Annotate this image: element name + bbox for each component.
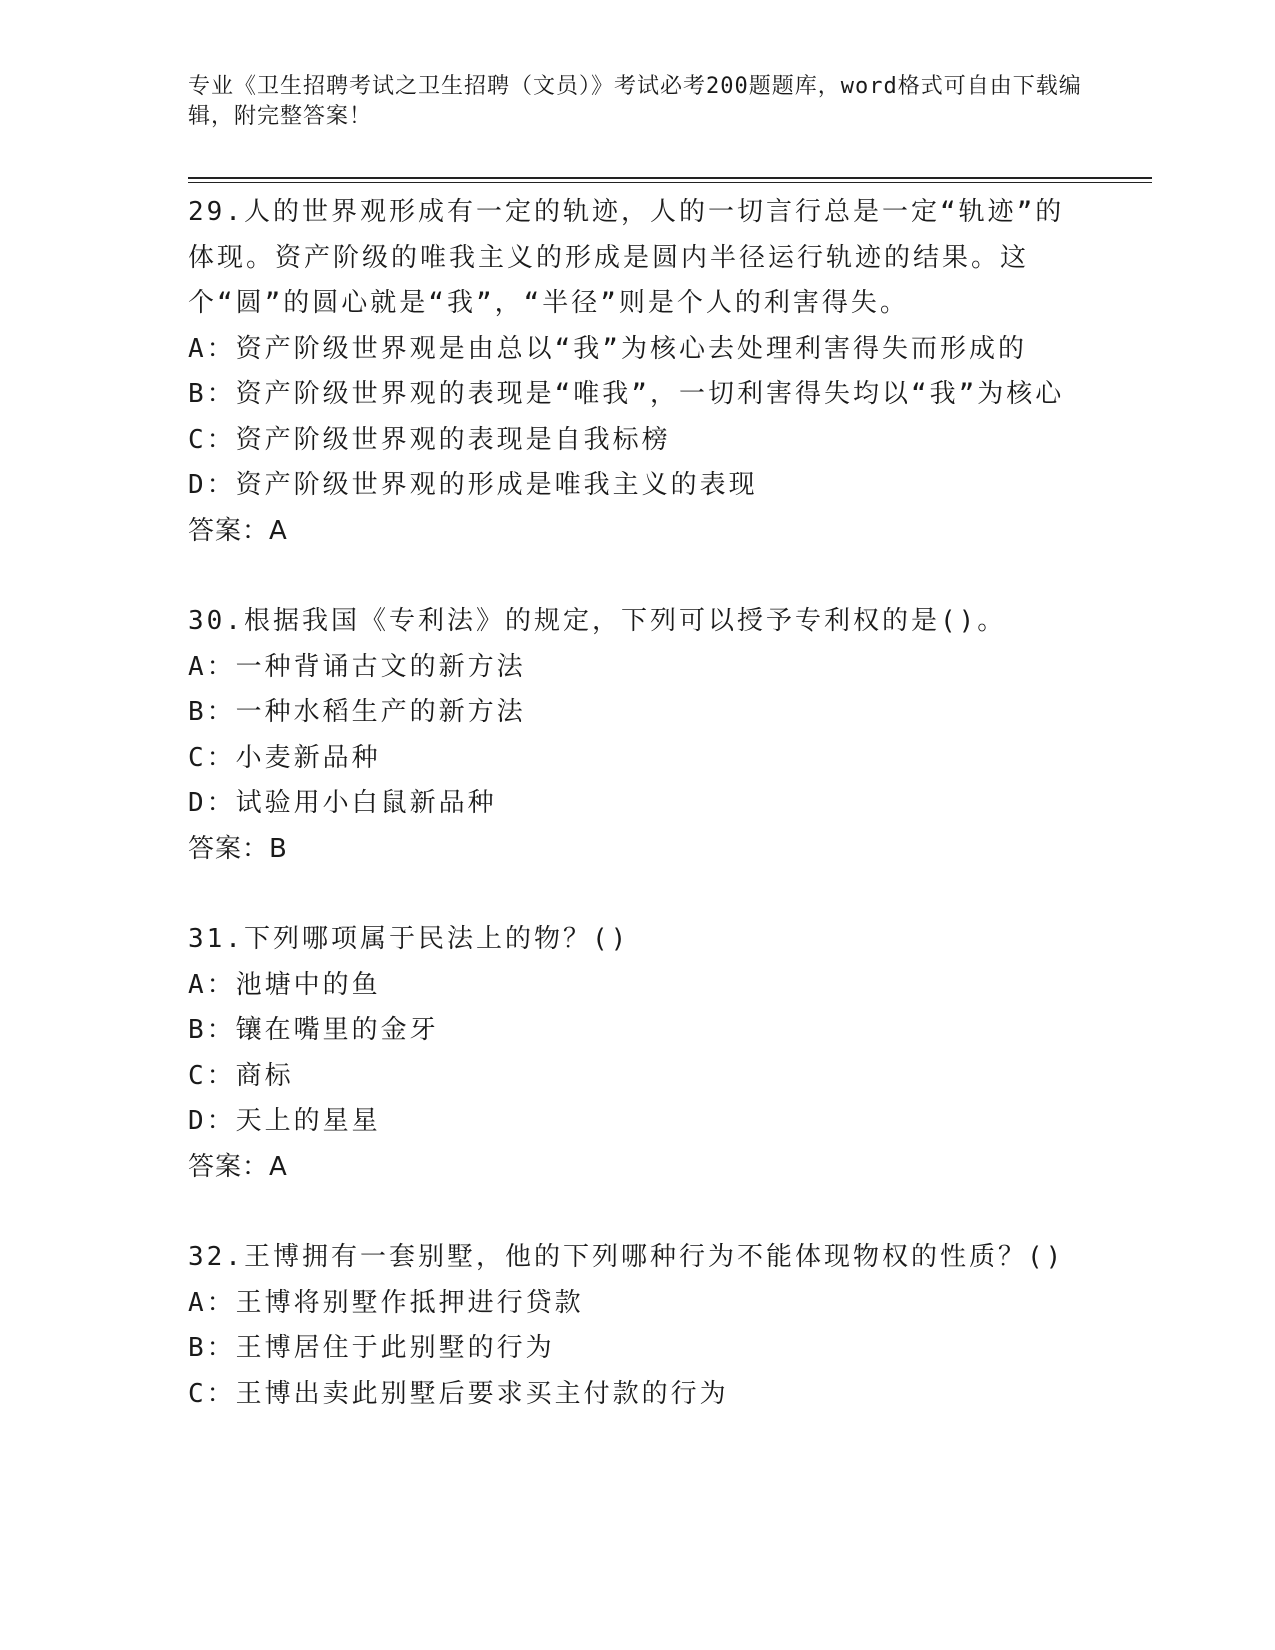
question-stem: 31.下列哪项属于民法上的物？() bbox=[188, 924, 630, 954]
option-a: A：资产阶级世界观是由总以“我”为核心去处理利害得失而形成的 bbox=[188, 333, 1027, 364]
option-b: B：王博居住于此别墅的行为 bbox=[188, 1333, 555, 1363]
option-c: C：商标 bbox=[188, 1060, 294, 1091]
header-divider bbox=[188, 177, 1152, 183]
answer-text: 答案：A bbox=[188, 1151, 288, 1182]
option-b: B：一种水稻生产的新方法 bbox=[188, 697, 526, 727]
option-c: C：资产阶级世界观的表现是自我标榜 bbox=[188, 424, 671, 455]
question-29 bbox=[188, 190, 1088, 554]
option-a: A：池塘中的鱼 bbox=[188, 969, 381, 1000]
question-31 bbox=[188, 917, 1088, 1190]
question-stem: 29.人的世界观形成有一定的轨迹，人的一切言行总是一定“轨迹”的体现。资产阶级的唯我主义的形成是圆内半径运行轨迹的结果。这个“圆”的圆心就是“我”，“半径”则是个人的利害得失。 bbox=[188, 197, 1065, 318]
answer-text: 答案：B bbox=[188, 833, 288, 864]
option-c: C：小麦新品种 bbox=[188, 742, 381, 773]
option-d: D：天上的星星 bbox=[188, 1106, 381, 1136]
question-stem: 32.王博拥有一套别墅，他的下列哪种行为不能体现物权的性质？() bbox=[188, 1242, 1065, 1272]
question-stem: 30.根据我国《专利法》的规定，下列可以授予专利权的是()。 bbox=[188, 606, 1007, 636]
option-d: D：资产阶级世界观的形成是唯我主义的表现 bbox=[188, 470, 758, 500]
option-d: D：试验用小白鼠新品种 bbox=[188, 788, 497, 818]
option-a: A：王博将别墅作抵押进行贷款 bbox=[188, 1287, 584, 1318]
option-c: C：王博出卖此别墅后要求买主付款的行为 bbox=[188, 1378, 729, 1409]
question-30 bbox=[188, 599, 1088, 872]
option-b: B：镶在嘴里的金牙 bbox=[188, 1015, 439, 1045]
option-a: A：一种背诵古文的新方法 bbox=[188, 651, 526, 682]
answer-text: 答案：A bbox=[188, 515, 288, 546]
document-header: 专业《卫生招聘考试之卫生招聘（文员）》考试必考200题题库，word格式可自由下载编辑，附完整答案！ bbox=[188, 74, 1082, 129]
option-b: B：资产阶级世界观的表现是“唯我”，一切利害得失均以“我”为核心 bbox=[188, 379, 1065, 409]
question-32 bbox=[188, 1235, 1088, 1417]
question-list bbox=[188, 190, 1088, 1417]
